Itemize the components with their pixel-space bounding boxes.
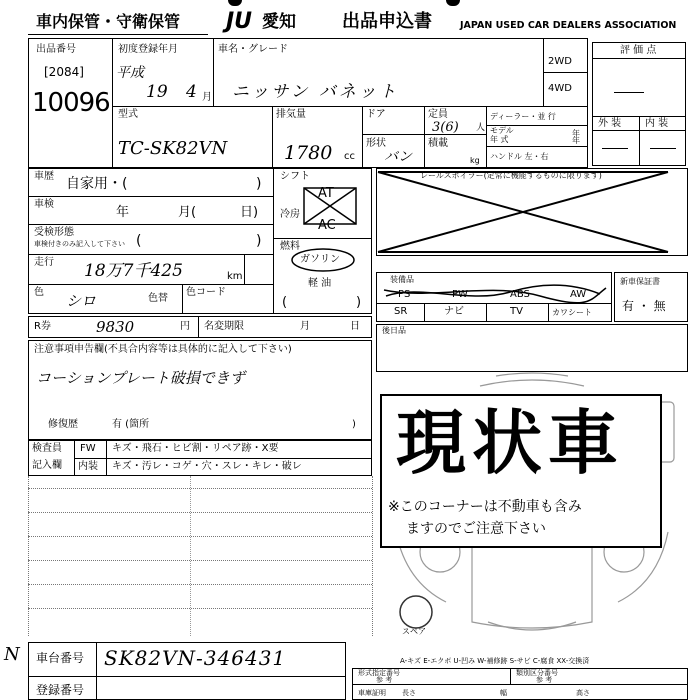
usage-close: ) bbox=[256, 176, 262, 192]
first-reg-label: 初度登録年月 bbox=[118, 44, 178, 55]
equip-navi: ナビ bbox=[444, 306, 464, 317]
acceptance-open: ( bbox=[136, 233, 142, 249]
equip-tv: TV bbox=[510, 306, 523, 317]
capacity-label: 定員 bbox=[428, 109, 448, 120]
form-title: 出品申込書 bbox=[342, 11, 432, 32]
displacement-label: 排気量 bbox=[276, 109, 306, 120]
storage-underline bbox=[28, 34, 208, 35]
load-label: 積載 bbox=[428, 138, 448, 149]
inspector-fw: FW bbox=[80, 443, 96, 454]
first-reg-month: 4 bbox=[186, 82, 197, 102]
handle-label: ハンドル 左・右 bbox=[490, 152, 549, 161]
gasoline-circle-mark bbox=[290, 247, 356, 273]
shift-cross-mark bbox=[300, 182, 362, 233]
usage-value: 自家用・( bbox=[66, 176, 128, 192]
equipment-label: 装備品 bbox=[390, 275, 414, 284]
form-title-english: JAPAN USED CAR DEALERS ASSOCIATION bbox=[460, 20, 677, 31]
damage-legend: A-キズ E-エクボ U-凹み W-補修跡 S-サビ C-腐食 XX-交換済 bbox=[400, 657, 590, 665]
color-value: シロ bbox=[66, 292, 97, 310]
garage-cert-label: 車庫証明 bbox=[358, 689, 386, 697]
margin-mark: N bbox=[4, 644, 20, 665]
chassis-value: SK82VN-346431 bbox=[104, 646, 287, 670]
acceptance-close: ) bbox=[256, 233, 262, 249]
shape-label: 形状 bbox=[366, 138, 386, 149]
equip-leather: カワシート bbox=[552, 308, 592, 317]
displacement-value: 1780 bbox=[284, 142, 333, 164]
punch-hole-left bbox=[228, 0, 242, 6]
inspection-label: 車検 bbox=[34, 199, 54, 210]
length-label: 長さ bbox=[402, 689, 416, 697]
capacity-unit: 人 bbox=[476, 123, 486, 133]
name-change-day: 日 bbox=[350, 321, 360, 332]
equip-sr: SR bbox=[394, 306, 408, 317]
door-label: ドア bbox=[366, 109, 386, 120]
load-unit: kg bbox=[470, 156, 480, 165]
post-date-label: 後日品 bbox=[382, 326, 406, 335]
model-year-label: モデル bbox=[490, 126, 514, 135]
exterior-label: 外 装 bbox=[598, 118, 622, 129]
height-label: 高さ bbox=[576, 689, 590, 697]
chassis-label: 車台番号 bbox=[36, 651, 85, 665]
usage-label: 車歴 bbox=[34, 171, 54, 182]
inspector-fw-text: キズ・飛石・ヒビ割・リペア跡・X要 bbox=[112, 443, 279, 454]
mileage-unit: km bbox=[227, 271, 243, 282]
mileage-label: 走行 bbox=[34, 257, 54, 268]
punch-hole-right bbox=[446, 0, 460, 6]
year-label: 年 式 bbox=[490, 135, 509, 144]
color-label: 色 bbox=[34, 287, 44, 298]
spoiler-cross-mark bbox=[376, 168, 688, 256]
ju-logo: JU bbox=[226, 9, 253, 34]
lot-number-label: 出品番号 bbox=[36, 44, 76, 55]
car-name-label: 車名・グレード bbox=[218, 44, 288, 55]
repair-label: 修復歴 bbox=[48, 419, 78, 430]
fuel-open: ( bbox=[282, 295, 288, 310]
displacement-unit: cc bbox=[344, 151, 355, 162]
post-date-box bbox=[376, 324, 688, 372]
inspector-label-1: 検査員 bbox=[32, 443, 62, 454]
color-tone-label: 色替 bbox=[148, 293, 168, 304]
as-is-stamp-note-1: ※このコーナーは不動車も含み bbox=[388, 499, 582, 515]
first-reg-month-unit: 月 bbox=[202, 92, 212, 103]
inspector-int-text: キズ・汚レ・コゲ・穴・スレ・キレ・破レ bbox=[112, 461, 302, 472]
mileage-value: 18万7千425 bbox=[84, 261, 183, 281]
registration-number-label: 登録番号 bbox=[36, 683, 85, 697]
model-year-unit: 年 bbox=[572, 129, 580, 138]
drive-2wd: 2WD bbox=[548, 56, 572, 67]
first-reg-era: 平成 bbox=[116, 65, 144, 81]
acceptance-label: 受検形態 bbox=[34, 227, 74, 238]
logo-prefecture: 愛知 bbox=[262, 12, 296, 32]
capacity-value: 3(6) bbox=[432, 120, 459, 135]
notes-value: コーションプレート破損できず bbox=[36, 369, 245, 387]
drive-4wd: 4WD bbox=[548, 83, 572, 94]
year-unit: 年 bbox=[572, 136, 580, 145]
equip-pw: PW bbox=[452, 289, 468, 300]
type-ref-label: 参 考 bbox=[376, 676, 393, 684]
cooler-label: 冷房 bbox=[280, 209, 300, 220]
car-name-value: ニッサン バネット bbox=[232, 82, 399, 102]
lot-code: [2084] bbox=[44, 65, 84, 79]
inspector-int: 内装 bbox=[78, 461, 98, 472]
notes-block bbox=[28, 340, 372, 440]
fuel-gasoline: ガソリン bbox=[300, 254, 340, 265]
repair-close: ) bbox=[352, 419, 356, 430]
shape-value: バン bbox=[384, 149, 412, 165]
color-code-label: 色コード bbox=[186, 287, 226, 298]
class-ref-label: 参 考 bbox=[536, 676, 553, 684]
fuel-label: 燃料 bbox=[280, 241, 300, 252]
name-change-label: 名変期限 bbox=[204, 321, 244, 332]
class-num-label: 類別区分番号 bbox=[516, 669, 558, 677]
acceptance-note: 車検付きのみ記入して下さい bbox=[34, 240, 125, 248]
shift-label: シフト bbox=[280, 171, 310, 182]
as-is-stamp-note-2: ますのでご注意下さい bbox=[406, 521, 546, 537]
equip-abs: ABS bbox=[510, 289, 530, 300]
fuel-close: ) bbox=[356, 295, 362, 310]
equipment-scribble-mark bbox=[380, 280, 610, 304]
storage-label: 車内保管・守衛保管 bbox=[36, 12, 181, 31]
spare-label: スペア bbox=[402, 627, 426, 636]
inspection-month-unit: 月( bbox=[178, 205, 197, 220]
recycle-label: R券 bbox=[34, 321, 51, 332]
inspector-label-2: 記入欄 bbox=[32, 460, 62, 471]
warranty-value: 有 ・ 無 bbox=[622, 299, 666, 313]
as-is-stamp-title: 現状車 bbox=[396, 402, 624, 484]
first-reg-year: 19 bbox=[146, 82, 168, 102]
equip-ps: PS bbox=[398, 289, 411, 300]
inspection-day-unit: 日) bbox=[240, 205, 259, 220]
model-value: TC-SK82VN bbox=[118, 138, 228, 159]
notes-label: 注意事項申告欄(不具合内容等は具体的に記入して下さい) bbox=[34, 344, 292, 355]
dealer-label: ディーラー・並 行 bbox=[490, 112, 556, 121]
recycle-unit: 円 bbox=[180, 321, 190, 332]
type-num-label: 形式指定番号 bbox=[358, 669, 400, 677]
lot-number: 10096 bbox=[32, 88, 110, 118]
equip-aw: AW bbox=[570, 289, 587, 300]
fuel-diesel: 軽 油 bbox=[308, 278, 332, 289]
name-change-month: 月 bbox=[300, 321, 310, 332]
recycle-value: 9830 bbox=[96, 318, 135, 336]
shift-at: AT bbox=[318, 186, 334, 201]
interior-label: 内 装 bbox=[645, 118, 669, 129]
model-label: 型式 bbox=[118, 109, 138, 120]
warranty-label: 新車保証書 bbox=[620, 277, 660, 286]
width-label: 幅 bbox=[500, 689, 507, 697]
recycle-row bbox=[28, 316, 372, 338]
inspection-year-unit: 年 bbox=[116, 205, 130, 220]
rating-label: 評 価 点 bbox=[620, 45, 657, 56]
repair-value: 有 (箇所 bbox=[112, 419, 150, 430]
spoiler-header: レールスポイラー(定常に機能するものに限ります) bbox=[420, 171, 602, 180]
cooler-ac: AC bbox=[318, 218, 336, 233]
